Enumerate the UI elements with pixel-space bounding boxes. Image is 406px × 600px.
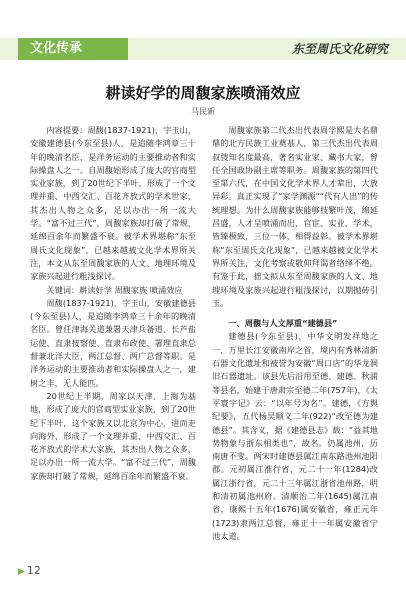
body-paragraph: 周馥家族第二代杰出代表周学熙是大名鼎鼎的北方民族工业奠基人，第三代杰出代表周叔弢知名度最高，著名实业家、藏书大家，曾任全国政协副主席等职务。周馥家族的第四代至第六代，在中国文化学术界人才辈出，大放异彩。真正实现了“家学渊源”“代有人出”的传统理想。为什么周馥家族能够枝繁叶茂，绵延昌盛，人才呈喷涌而出，官宦、实业、学术，皆臻极致，三位一体，相得益彰。被学术界堪称“东至周氏文化现象”，已越来越被文化学术界所关注，文化考察或敬仰拜谒者络绎不绝。有鉴于此，拙文拟从东至周馥家族的人文、地理环境及家族兴起进行粗浅探讨，以期抛砖引玉。 bbox=[212, 125, 378, 308]
page-number bbox=[18, 564, 41, 577]
right-column bbox=[212, 124, 378, 543]
abstract-paragraph: 内容提要：周馥(1837-1921)，字玉山，安徽建德县(今东至县)人，是追随李鸿章三十年的晚清名臣，是洋务运动的主要推动者和实际操盘人之一。自周馥始形成了庞大的官商型实业家族，到了20世纪下半叶，形成了一个文理并重、中西交汇、百花齐放式的学术世家，其杰出人物之众多，足以办出一所一流大学。“富不过三代”，周馥家族却打破了常规，延绵百余年而繁盛不衰。被学术界堪称“东至周氏文化现象”，已越来越被文化学术界所关注，本文从东至周馥家族的人文、地理环境及家族兴起进行粗浅探讨。 bbox=[30, 125, 196, 282]
journal-title: 东至周氏文化研究 bbox=[291, 42, 388, 56]
keywords-paragraph: 关键词：耕读好学 周馥家族 喷涌效应 bbox=[46, 284, 183, 295]
left-column bbox=[30, 124, 196, 483]
body-paragraph: 周馥(1837-1921)，字玉山，安徽建德县(今东至县)人，是追随李鸿章三十余年的晚清名臣。曾任津海关道兼署天津兵备道、长芦盐运使、直隶按察使、直隶布政使、署理直隶总督兼北洋大臣，两江总督、两广总督等职。是洋务运动的主要推动者和实际操盘人之一，建树之丰，无人能匹。 bbox=[30, 297, 196, 388]
section-heading: 一、周馥与人文厚重“建德县” bbox=[228, 318, 338, 329]
article-author: 马民新 bbox=[191, 107, 215, 116]
body-paragraph: 建德县(今东至县)，中华文明发祥地之一，万里长江安徽南岸之首，境内有秀林清新石器文化遗址和被誉为安徽“周口店”的华龙洞旧石器遗址。该县先后沿用至德、建德、秋浦等县名，始建于唐肃宗至德二年(757年)，《太平寰宇记》云：“以年号为名”。建德，《方舆纪要》，五代杨吴顺义二年(922)“改至德为建德县”。其含义，据《建德县志》载：“益其地势物象与浙东相类也”，故名。仍属池州，历南唐不变。两宋时建德县属江南东路池州池阳郡。元初属江淮行省，元二十一年(1284)改属江浙行省，元二十三年属江浙省池州路，明和清初属池州府。清顺治二年(1645)属江南省，康熙十五年(1676)属安徽省，雍正元年(1723)隶两江总督，雍正十一年属安徽省宁池太道。 bbox=[212, 331, 378, 541]
body-paragraph: 20世纪上半期，周家以天津、上海为基地，形成了庞大的官商型实业家族，到了20世纪下半叶，这个家族又以北京为中心，进而走向海外，形成了一个文理并重、中西交汇、百花齐放式的学术大家族，其杰出人物之众多，足以办出一所一流大学。“富不过三代”，周馥家族却打破了常规，延绵百余年而繁盛不衰。 bbox=[30, 390, 196, 481]
article-title: 耕读好学的周馥家族喷涌效应 bbox=[105, 84, 301, 102]
page-number-text: 12 bbox=[26, 564, 41, 577]
triangle-marker-icon: ▶ bbox=[18, 567, 25, 577]
section-label: 文化传承 bbox=[18, 38, 128, 60]
